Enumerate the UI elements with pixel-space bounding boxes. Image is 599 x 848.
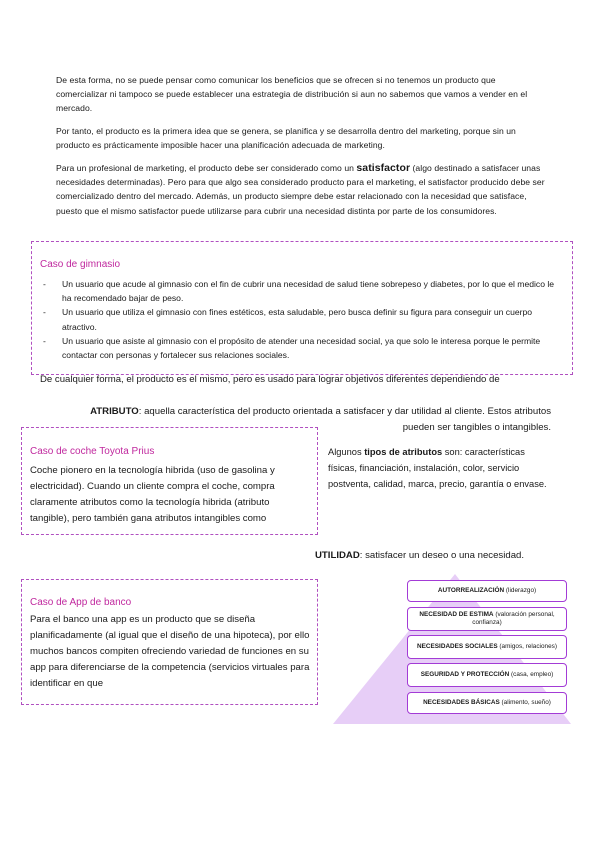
p3-text-after: (algo destinado a satisfacer unas necesidades determinadas). Pero para que algo sea considerado producto para el marketing, el satisfactor producido debe ser comercializado dentro del mercado. Además, un producto siempre debe estar relacionado con la necesidad que satisface, puesto que el mismo satisfactor puede utilizarse para cubrir una necesidad distinta por parte de los consumidores. [56,163,545,216]
p3-text-before: Para un profesional de marketing, el producto debe ser considerado como un [56,163,357,173]
pyramid-level-2 [407,607,567,631]
list-item: - Un usuario que utiliza el gimnasio con fines estéticos, esta saludable, pero busca definir su figura para conseguir un cuerpo atractivo. [40,305,565,333]
toyota-case-text: Coche pionero en la tecnología hibrida (uso de gasolina y electricidad). Cuando un cliente compra el coche, compra claramente atributos como la tecnología hibrida (atributo tangible), pero también gana atributos intangibles como [30,465,275,524]
utilidad-text: : satisfacer un deseo o una necesidad. [359,550,525,561]
pyramid-level-1 [407,580,567,602]
gym-case-list [40,277,565,362]
level-detail: (liderazgo) [504,587,537,594]
level-name: SEGURIDAD Y PROTECCIÓN [420,671,510,678]
toyota-case-title: Caso de coche Toyota Prius [30,446,155,457]
pyramid-level-4 [407,663,567,687]
pyramid-level-3 [407,635,567,659]
pyramid-level-5 [407,692,567,714]
satisfactor-term: satisfactor [356,162,411,174]
level-detail: (casa, empleo) [509,671,554,678]
level-name: NECESIDADES SOCIALES [417,643,498,650]
attribute-types-after: son: características físicas, financiación, instalación, color, servicio postventa, calidad, marca, precio, garantía o envase. [328,447,547,489]
level-name: NECESIDADES BÁSICAS [423,699,500,706]
list-item: - Un usuario que acude al gimnasio con el fin de cubrir una necesidad de salud tiene sobrepeso y diabetes, por lo que el medico le ha recomendado bajar de peso. [40,277,565,305]
bank-case-text: Para el banco una app es un producto que se diseña planificadamente (al igual que el diseño de una hipoteca), por ello muchos bancos compiten ofreciendo variedad de funciones en su app para diferenciarse de la competencia (servicios virtuales para identificar en que [30,614,310,689]
utilidad-definition [315,549,524,563]
level-detail: (amigos, relaciones) [497,643,557,650]
utilidad-term: UTILIDAD [315,550,360,561]
level-detail: (valoración personal, confianza) [472,611,555,626]
level-detail: (alimento, sueño) [499,699,551,706]
attribute-types [328,444,556,492]
attribute-types-before: Algunos [328,447,365,457]
atributo-text: : aquella característica del producto orientada a satisfacer y dar utilidad al cliente. Estos atributos pueden ser tangibles o intangibles. [138,406,551,433]
list-item: - Un usuario que asiste al gimnasio con el propósito de atender una necesidad social, ya que solo le interesa porque le permite contactar con personas y fortalecer sus relaciones sociales. [40,334,565,362]
gym-case-closing: De cualquier forma, el producto es el mismo, pero es usado para lograr objetivos diferentes dependiendo de [40,374,500,385]
intro-paragraph-3 [56,161,546,218]
attribute-types-term: tipos de atributos [364,447,443,457]
bank-case-title: Caso de App de banco [30,597,132,608]
level-name: AUTORREALIZACIÓN [437,587,505,594]
intro-paragraph-2: Por tanto, el producto es la primera idea que se genera, se planifica y se desarrolla dentro del marketing, porque sin un producto es prácticamente imposible hacer una planificación adecuada de marketing. [56,126,516,151]
level-name: NECESIDAD DE ESTIMA [419,611,494,618]
gym-case-title: Caso de gimnasio [40,259,121,270]
intro-paragraph-1: De esta forma, no se puede pensar como comunicar los beneficios que se ofrecen si no tenemos un producto que comercializar ni tampoco se puede establecer una estrategia de distribución si aun no sabemos que vamos a vender en el mercado. [56,75,528,114]
atributo-term: ATRIBUTO [90,406,139,417]
